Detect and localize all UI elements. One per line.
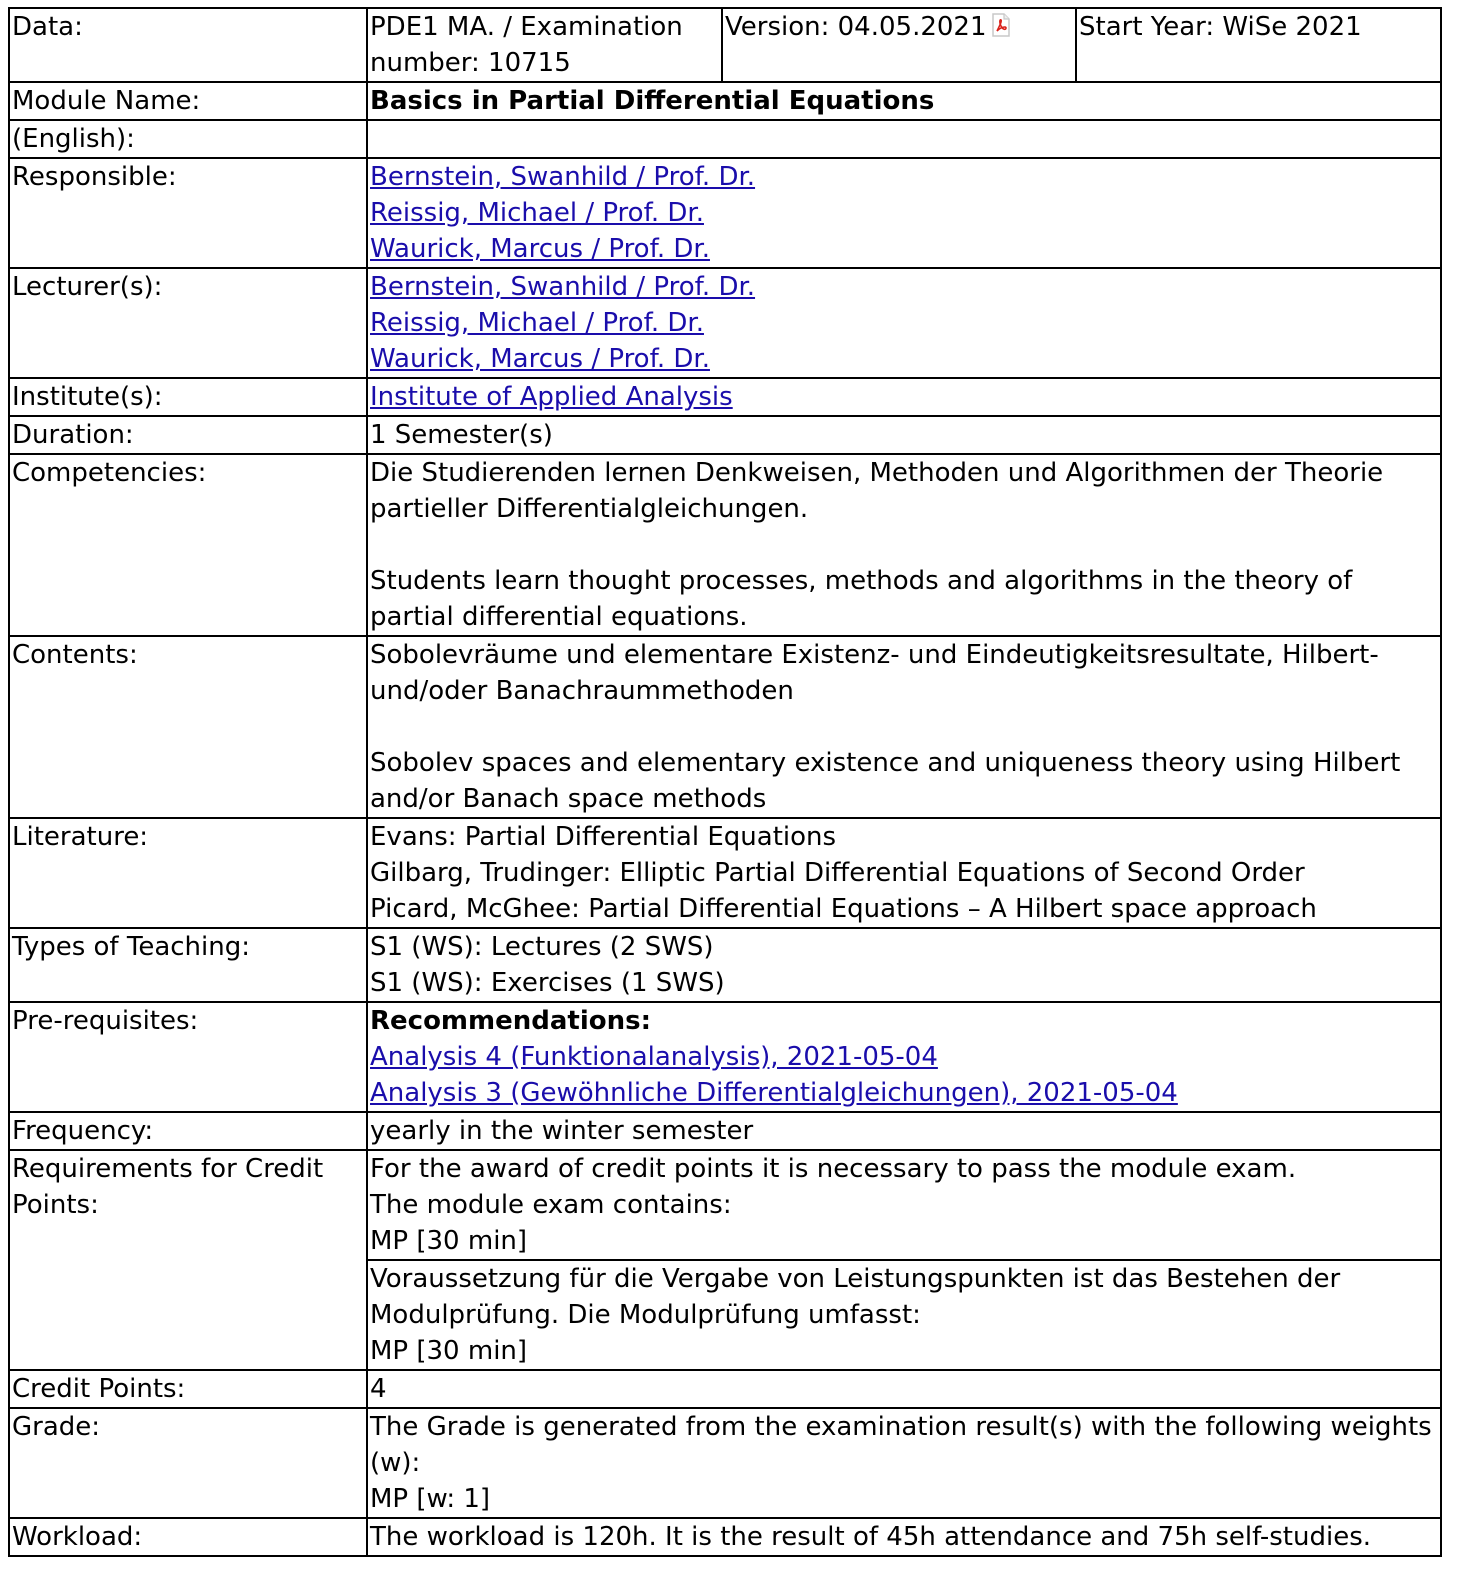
requirements-de-line: MP [30 min] <box>370 1336 528 1366</box>
requirements-en-line: For the award of credit points it is necessary to pass the module exam. <box>370 1154 1297 1184</box>
version-cell <box>722 8 1076 82</box>
institute-cell <box>367 378 1441 416</box>
requirements-en-line: MP [30 min] <box>370 1226 528 1256</box>
credit-points-value: 4 <box>367 1370 1441 1408</box>
label-module-name: Module Name: <box>9 82 367 120</box>
module-description-table <box>8 7 1442 1557</box>
requirements-inner-table <box>368 1151 1440 1369</box>
prerequisite-link[interactable]: Analysis 4 (Funktionalanalysis), 2021-05-04 <box>370 1042 938 1072</box>
row-english <box>9 120 1441 158</box>
label-contents: Contents: <box>9 636 367 818</box>
lecturer-link[interactable]: Bernstein, Swanhild / Prof. Dr. <box>370 272 756 302</box>
row-literature <box>9 818 1441 928</box>
row-responsible <box>9 158 1441 268</box>
row-workload <box>9 1518 1441 1556</box>
label-competencies: Competencies: <box>9 454 367 636</box>
requirements-de <box>368 1260 1440 1369</box>
prerequisite-link[interactable]: Analysis 3 (Gewöhnliche Differentialgleichungen), 2021-05-04 <box>370 1078 1178 1108</box>
contents-text <box>367 636 1441 818</box>
competencies-de: Die Studierenden lernen Denkweisen, Methoden und Algorithmen der Theorie partieller Differentialgleichungen. <box>370 458 1384 524</box>
row-lecturers <box>9 268 1441 378</box>
frequency-value: yearly in the winter semester <box>367 1112 1441 1150</box>
label-frequency: Frequency: <box>9 1112 367 1150</box>
competencies-text <box>367 454 1441 636</box>
version-text: Version: 04.05.2021 <box>725 12 987 42</box>
responsible-link[interactable]: Waurick, Marcus / Prof. Dr. <box>370 234 710 264</box>
competencies-en: Students learn thought processes, methods and algorithms in the theory of partial differential equations. <box>370 566 1353 632</box>
label-requirements: Requirements for Credit Points: <box>9 1150 367 1370</box>
label-literature: Literature: <box>9 818 367 928</box>
label-institutes: Institute(s): <box>9 378 367 416</box>
teaching-item: S1 (WS): Exercises (1 SWS) <box>370 968 725 998</box>
requirements-en-line: The module exam contains: <box>370 1190 732 1220</box>
row-data <box>9 8 1441 82</box>
label-prerequisites: Pre-requisites: <box>9 1002 367 1112</box>
label-grade: Grade: <box>9 1408 367 1518</box>
row-frequency <box>9 1112 1441 1150</box>
teaching-list <box>367 928 1441 1002</box>
institute-link[interactable]: Institute of Applied Analysis <box>370 382 733 412</box>
row-requirements <box>9 1150 1441 1370</box>
exam-number-text: PDE1 MA. / Examination number: 10715 <box>370 12 683 78</box>
label-responsible: Responsible: <box>9 158 367 268</box>
literature-item: Picard, McGhee: Partial Differential Equations – A Hilbert space approach <box>370 894 1317 924</box>
row-institutes <box>9 378 1441 416</box>
responsible-list <box>367 158 1441 268</box>
literature-item: Evans: Partial Differential Equations <box>370 822 837 852</box>
row-prerequisites <box>9 1002 1441 1112</box>
pdf-icon[interactable] <box>991 11 1011 35</box>
lecturer-list <box>367 268 1441 378</box>
contents-de: Sobolevräume und elementare Existenz- und Eindeutigkeitsresultate, Hilbert- und/oder Banachraummethoden <box>370 640 1379 706</box>
grade-weight: MP [w: 1] <box>370 1484 491 1514</box>
workload-value: The workload is 120h. It is the result of 45h attendance and 75h self-studies. <box>367 1518 1441 1556</box>
label-lecturers: Lecturer(s): <box>9 268 367 378</box>
literature-list <box>367 818 1441 928</box>
recommendations-heading: Recommendations: <box>370 1006 651 1036</box>
row-teaching <box>9 928 1441 1002</box>
label-data: Data: <box>9 8 367 82</box>
lecturer-link[interactable]: Reissig, Michael / Prof. Dr. <box>370 308 704 338</box>
row-grade <box>9 1408 1441 1518</box>
label-workload: Workload: <box>9 1518 367 1556</box>
row-competencies <box>9 454 1441 636</box>
label-credit-points: Credit Points: <box>9 1370 367 1408</box>
duration-value: 1 Semester(s) <box>367 416 1441 454</box>
prerequisites-list <box>367 1002 1441 1112</box>
grade-description: The Grade is generated from the examination result(s) with the following weights (w): <box>370 1412 1432 1478</box>
grade-text <box>367 1408 1441 1518</box>
english-name <box>367 120 1441 158</box>
row-module-name <box>9 82 1441 120</box>
exam-number <box>367 8 722 82</box>
literature-item: Gilbarg, Trudinger: Elliptic Partial Differential Equations of Second Order <box>370 858 1305 888</box>
requirements-en <box>368 1151 1440 1260</box>
responsible-link[interactable]: Reissig, Michael / Prof. Dr. <box>370 198 704 228</box>
label-english: (English): <box>9 120 367 158</box>
lecturer-link[interactable]: Waurick, Marcus / Prof. Dr. <box>370 344 710 374</box>
row-contents <box>9 636 1441 818</box>
module-name: Basics in Partial Differential Equations <box>367 82 1441 120</box>
teaching-item: S1 (WS): Lectures (2 SWS) <box>370 932 714 962</box>
responsible-link[interactable]: Bernstein, Swanhild / Prof. Dr. <box>370 162 756 192</box>
requirements-cell <box>367 1150 1441 1370</box>
start-year: Start Year: WiSe 2021 <box>1076 8 1441 82</box>
row-credit-points <box>9 1370 1441 1408</box>
contents-en: Sobolev spaces and elementary existence and uniqueness theory using Hilbert and/or Banach space methods <box>370 748 1401 814</box>
requirements-de-line: Voraussetzung für die Vergabe von Leistungspunkten ist das Bestehen der Modulprüfung. Die Modulprüfung umfasst: <box>370 1264 1341 1330</box>
label-duration: Duration: <box>9 416 367 454</box>
row-duration <box>9 416 1441 454</box>
label-teaching: Types of Teaching: <box>9 928 367 1002</box>
